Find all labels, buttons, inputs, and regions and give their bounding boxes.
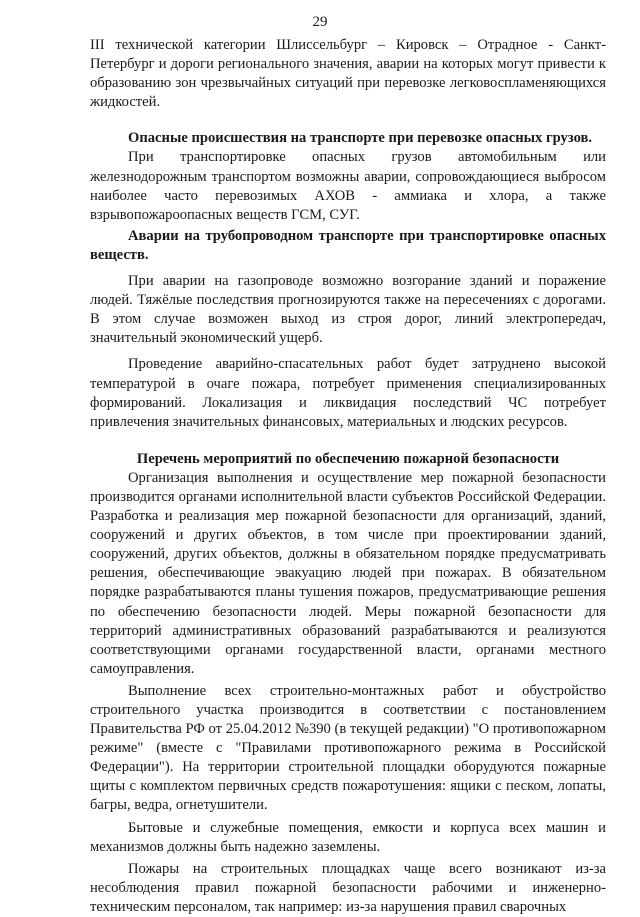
section-heading-transport: Опасные происшествия на транспорте при перевозке опасных грузов. [128, 130, 593, 147]
paragraph-fire-causes: Пожары на строительных площадках чаще всего возникают из-за несоблюдения правил пожарной безопасности рабочими и инженерно-техническим персоналом, так например: из-за нарушения правил сварочных [90, 860, 606, 915]
section-heading-pipeline: Аварии на трубопроводном транспорте при транспортировке опасных веществ. [90, 227, 606, 263]
page-number: 29 [312, 14, 328, 30]
section-heading-fire-safety: Перечень мероприятий по обеспечению пожарной безопасности [136, 450, 560, 467]
paragraph-rescue-operations: Проведение аварийно-спасательных работ будет затруднено высокой температурой в очаге пожара, потребует применения специализированных формирований. Локализация и ликвидация последствий ЧС потребует привлечения значительных финансовых, материальных и людских ресурсов. [90, 356, 606, 430]
paragraph-transport: При транспортировке опасных грузов автомобильным или железнодорожным транспортом возможны аварии, сопровождающиеся выбросом наиболее часто перевозимых АХОВ - аммиака и хлора, а также взрывопожароопасных веществ ГСМ, СУГ. [90, 149, 606, 223]
paragraph-fire-safety-organization: Организация выполнения и осуществление мер пожарной безопасности производится органами исполнительной власти субъектов Российской Федерации. Разработка и реализация мер пожарной безопасности для организаций, зданий, сооружений и других объектов, в том числе при проектировании зданий, сооружений, других объектов, должны в обязательном порядке предусматривать решения, обеспечивающие эвакуацию людей при пожарах. В обязательном порядке разрабатываются планы тушения пожаров, предусматривающие решения по обеспечению безопасности людей. Меры пожарной безопасности для территорий административных образований разрабатываются и реализуются соответствующими органами государственной власти, органами местного самоуправления. [90, 469, 606, 677]
document-body [90, 36, 606, 917]
paragraph-construction-works: Выполнение всех строительно-монтажных работ и обустройство строительного участка производится в соответствии с постановлением Правительства РФ от 25.04.2012 №390 (в текущей редакции) "О противопожарном режиме" (вместе с "Правилами противопожарного режима в Российской Федерации"). На территории строительной площадки оборудуются пожарные щиты с комплектом первичных средств пожаротушения: ящики с песком, лопаты, багры, ведра, огнетушители. [90, 682, 606, 814]
paragraph-intro: III технической категории Шлиссельбург – Кировск – Отрадное - Санкт-Петербург и дороги регионального значения, аварии на которых могут привести к образованию зон чрезвычайных ситуаций при перевозке легковоспламеняющихся жидкостей. [90, 37, 606, 111]
paragraph-grounding: Бытовые и служебные помещения, емкости и корпуса всех машин и механизмов должны быть надежно заземлены. [90, 819, 606, 855]
paragraph-pipeline-accident: При аварии на газопроводе возможно возгорание зданий и поражение людей. Тяжёлые последствия прогнозируются также на пересечениях с дорогами. В этом случае возможен выход из строя дорог, линий электропередач, значительный экономический ущерб. [90, 273, 606, 347]
